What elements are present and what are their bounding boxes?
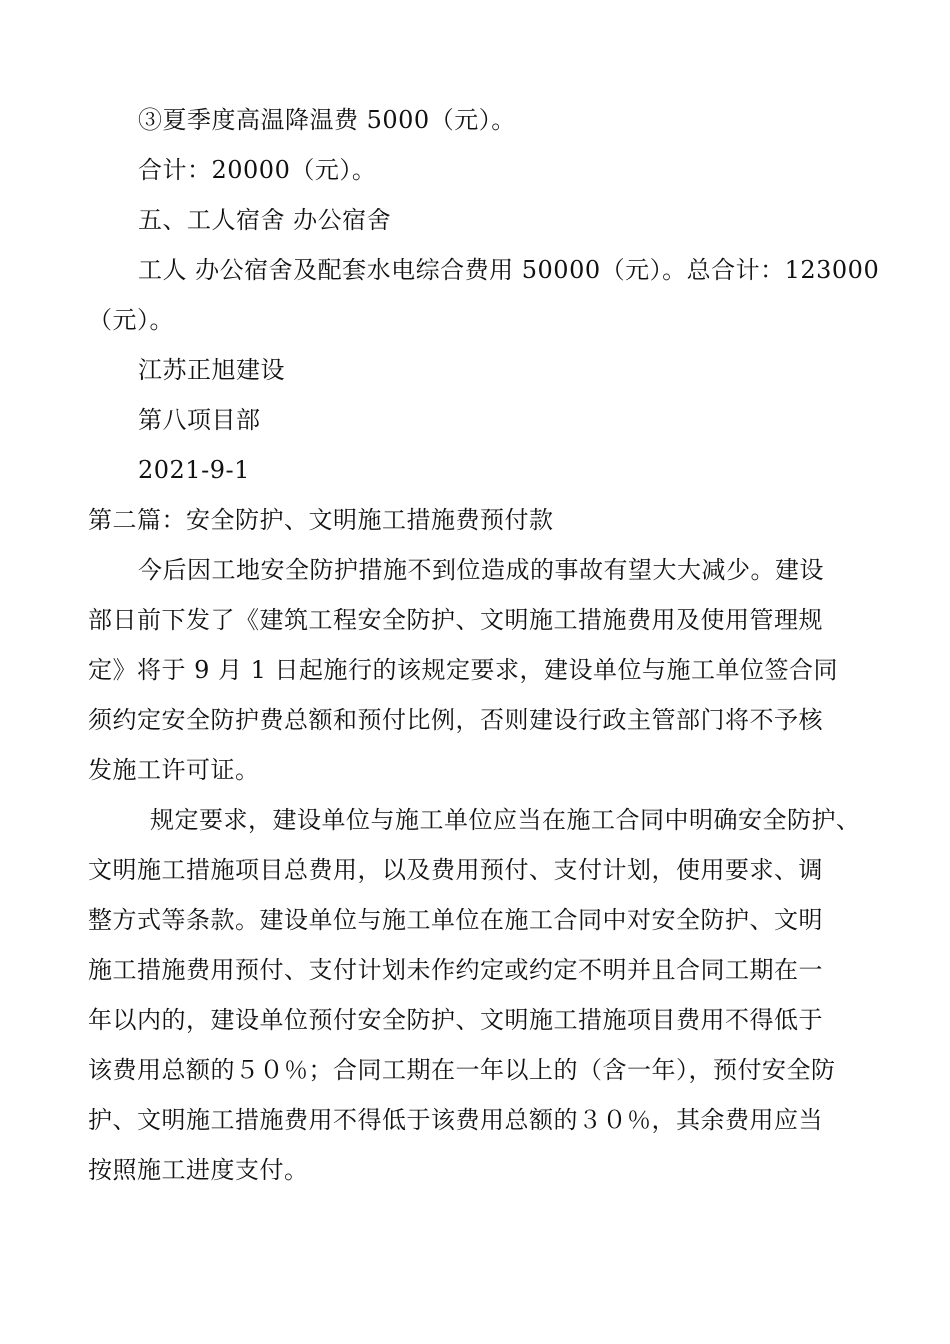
dormitory-cost-line-cont: （元）。 (88, 306, 174, 334)
chapter-heading: 第二篇：安全防护、文明施工措施费预付款 (88, 506, 554, 534)
subtotal-line: 合计：20000（元）。 (138, 156, 377, 184)
paragraph-2-line-1: 规定要求，建设单位与施工单位应当在施工合同中明确安全防护、 (150, 806, 861, 834)
paragraph-2-line-4: 施工措施费用预付、支付计划未作约定或约定不明并且合同工期在一 (88, 956, 823, 984)
paragraph-1-line-3: 定》将于 9 月 1 日起施行的该规定要求，建设单位与施工单位签合同 (88, 656, 839, 684)
cost-item-summer-cooling: ③夏季度高温降温费 5000（元）。 (138, 106, 516, 134)
paragraph-2-line-2: 文明施工措施项目总费用，以及费用预付、支付计划，使用要求、调 (88, 856, 823, 884)
paragraph-2-line-5: 年以内的，建设单位预付安全防护、文明施工措施项目费用不得低于 (88, 1006, 823, 1034)
company-name: 江苏正旭建设 (138, 356, 285, 384)
department-name: 第八项目部 (138, 406, 261, 434)
paragraph-2-line-7: 护、文明施工措施费用不得低于该费用总额的３０％，其余费用应当 (88, 1106, 823, 1134)
paragraph-1-line-1: 今后因工地安全防护措施不到位造成的事故有望大大减少。建设 (138, 556, 824, 584)
paragraph-1-line-4: 须约定安全防护费总额和预付比例，否则建设行政主管部门将不予核 (88, 706, 823, 734)
document-date: 2021-9-1 (138, 456, 250, 484)
paragraph-2-line-6: 该费用总额的５０％；合同工期在一年以上的（含一年），预付安全防 (88, 1056, 836, 1084)
paragraph-2-line-8: 按照施工进度支付。 (88, 1156, 309, 1184)
paragraph-1-line-5: 发施工许可证。 (88, 756, 260, 784)
dormitory-cost-line: 工人 办公宿舍及配套水电综合费用 50000（元）。总合计：123000 (138, 256, 880, 284)
section-heading-dormitory: 五、工人宿舍 办公宿舍 (138, 206, 392, 234)
paragraph-2-line-3: 整方式等条款。建设单位与施工单位在施工合同中对安全防护、文明 (88, 906, 823, 934)
paragraph-1-line-2: 部日前下发了《建筑工程安全防护、文明施工措施费用及使用管理规 (88, 606, 823, 634)
